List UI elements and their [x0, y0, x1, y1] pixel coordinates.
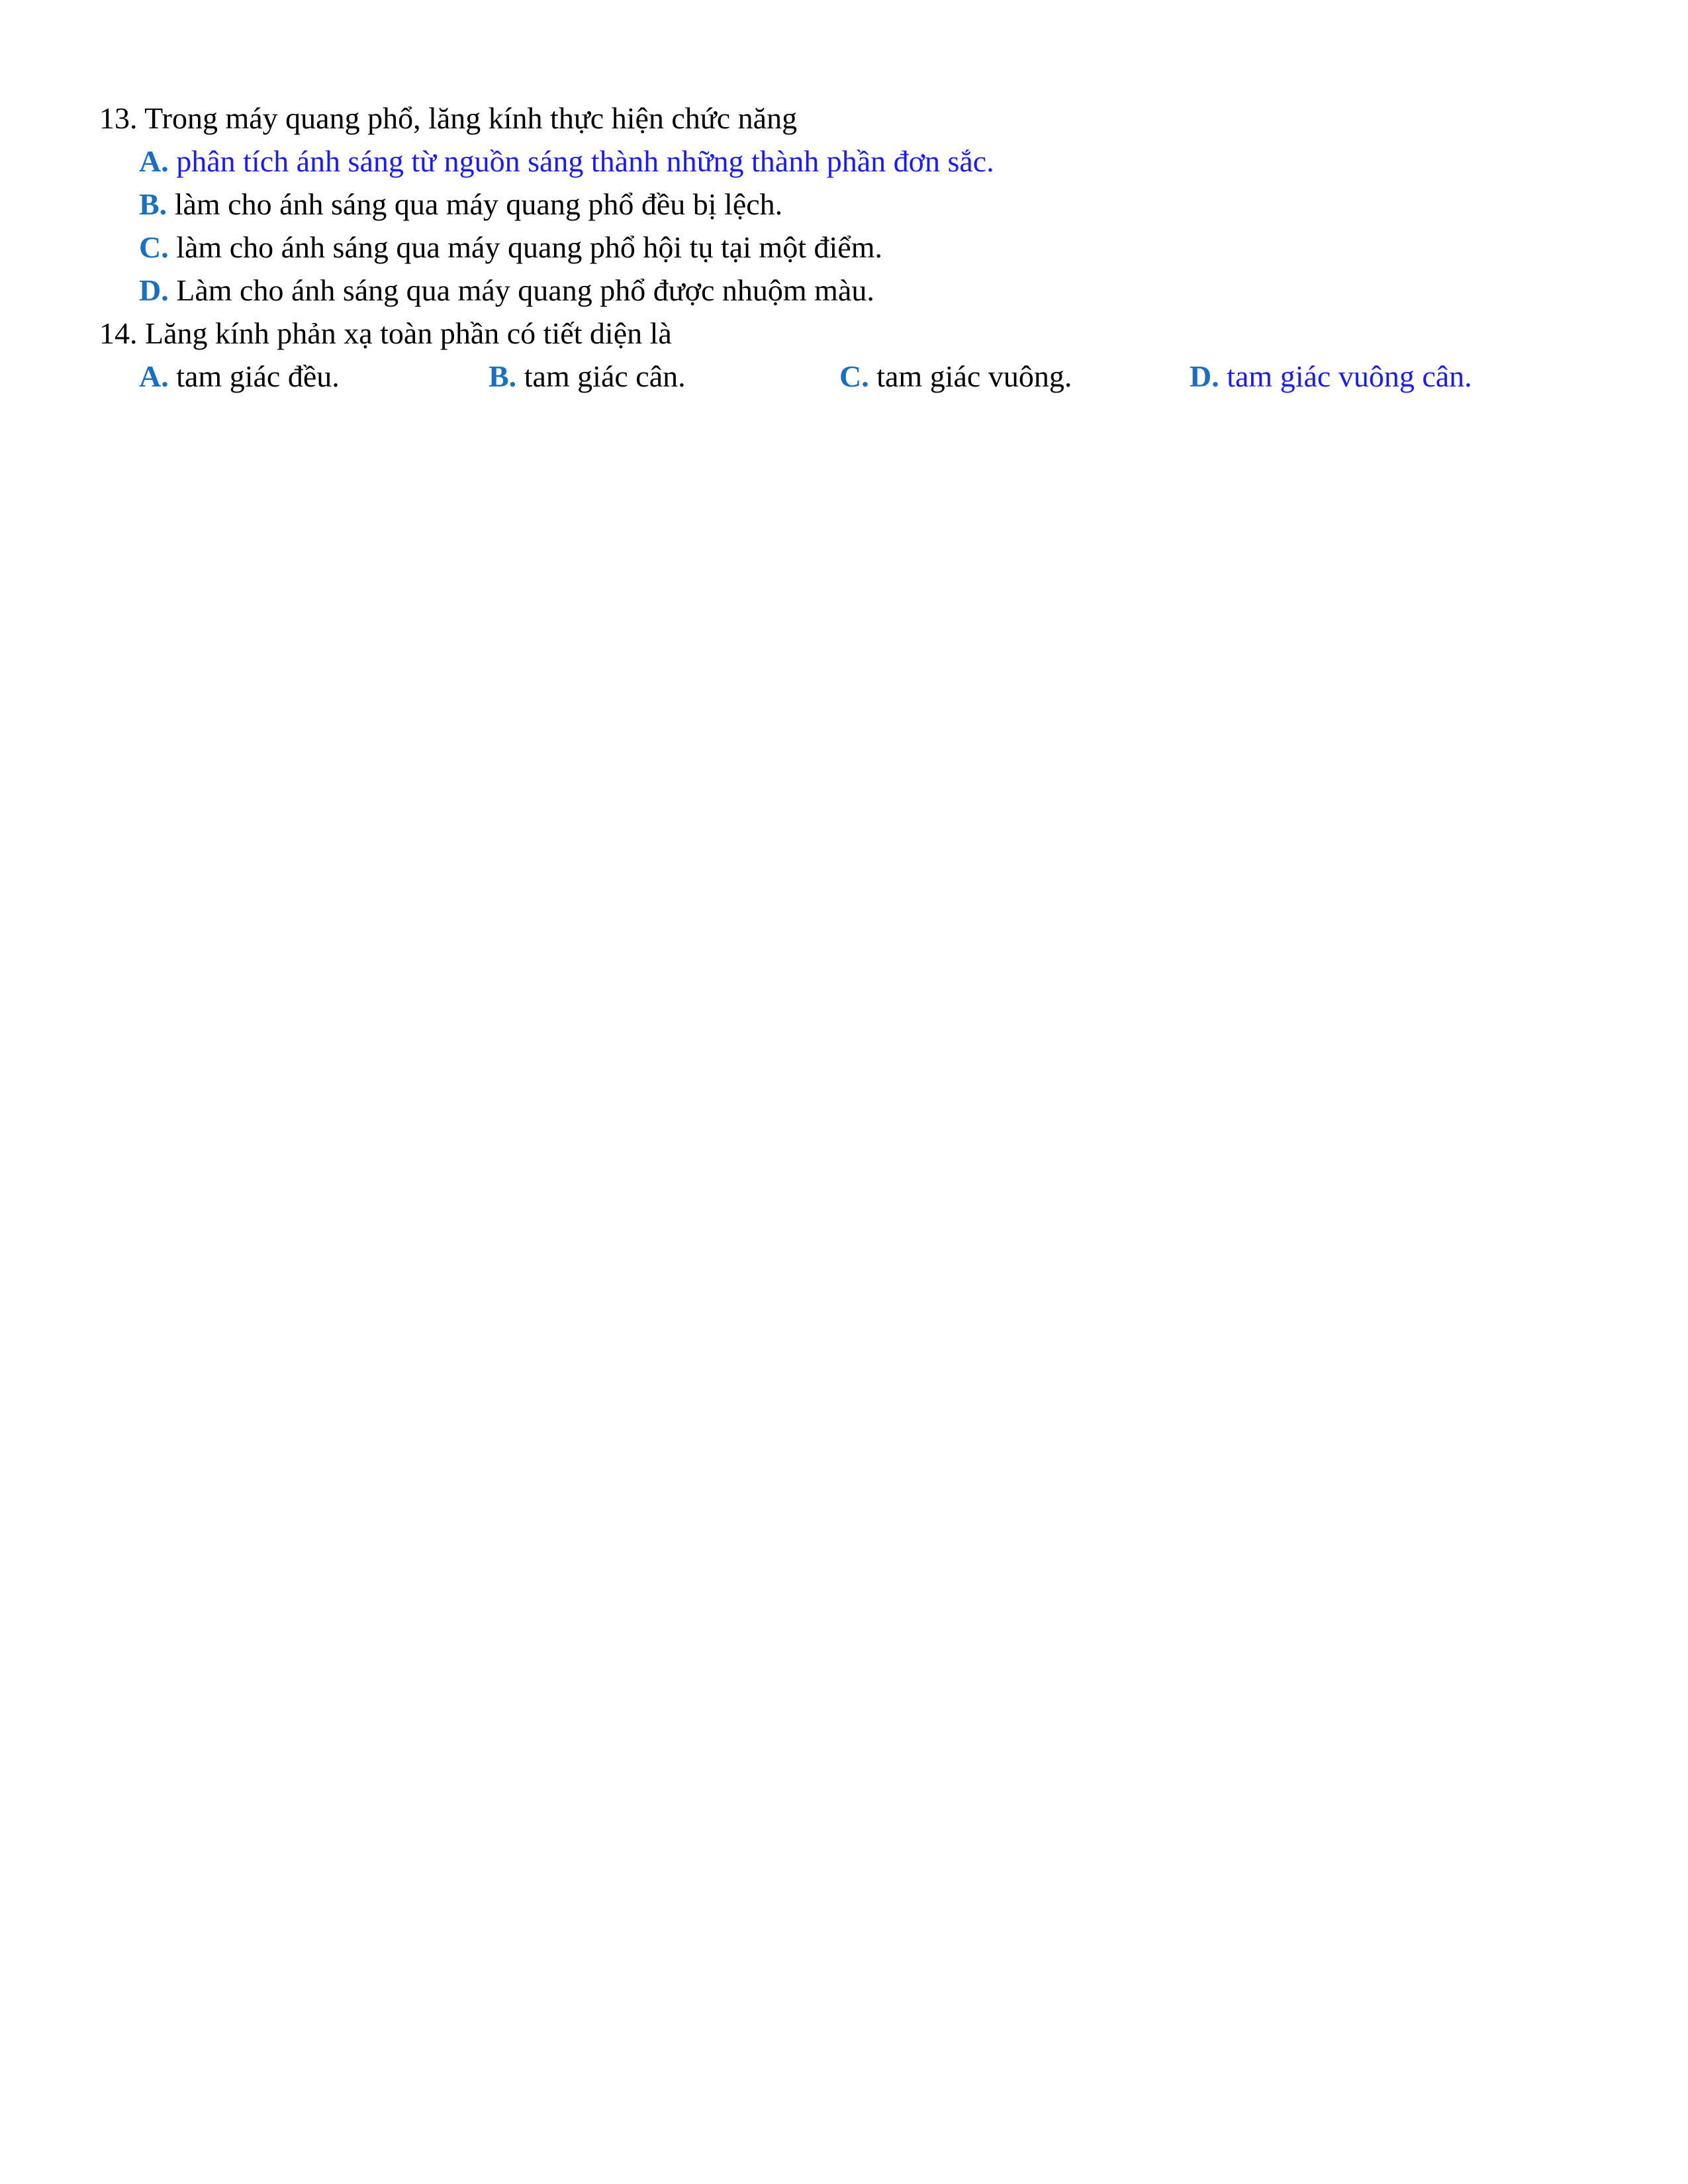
- question-13-stem: [99, 97, 797, 140]
- option-text: làm cho ánh sáng qua máy quang phổ hội tụ tại một điểm.: [176, 230, 882, 264]
- question-13-option-b: [139, 183, 782, 226]
- question-13-option-a: [139, 140, 994, 183]
- option-label: A.: [139, 359, 177, 393]
- option-label: D.: [139, 273, 177, 307]
- option-text-correct: phân tích ánh sáng từ nguồn sáng thành những thành phần đơn sắc.: [176, 144, 994, 178]
- option-text-correct: tam giác vuông cân.: [1227, 359, 1472, 393]
- question-14-stem: [99, 312, 672, 355]
- option-text: làm cho ánh sáng qua máy quang phổ đều bị lệch.: [174, 187, 783, 221]
- option-label: B.: [139, 187, 175, 221]
- question-14-options-row: [0, 355, 1688, 398]
- question-13-option-c: [139, 226, 882, 269]
- question-stem-text: 13. Trong máy quang phổ, lăng kính thực hiện chức năng: [99, 101, 798, 135]
- question-stem-text: 14. Lăng kính phản xạ toàn phần có tiết diện là: [99, 316, 672, 350]
- question-14-option-c: [839, 355, 1072, 398]
- option-text: tam giác vuông.: [876, 359, 1072, 393]
- option-text: Làm cho ánh sáng qua máy quang phổ được nhuộm màu.: [176, 273, 874, 307]
- option-text: tam giác đều.: [176, 359, 340, 393]
- option-label: B.: [489, 359, 524, 393]
- option-label: C.: [139, 230, 177, 264]
- option-text: tam giác cân.: [524, 359, 686, 393]
- question-14-option-b: [489, 355, 686, 398]
- option-label: C.: [839, 359, 877, 393]
- question-14-option-d: [1190, 355, 1472, 398]
- question-13-option-d: [139, 269, 874, 312]
- question-14-option-a: [139, 355, 340, 398]
- option-label: A.: [139, 144, 177, 178]
- option-label: D.: [1190, 359, 1227, 393]
